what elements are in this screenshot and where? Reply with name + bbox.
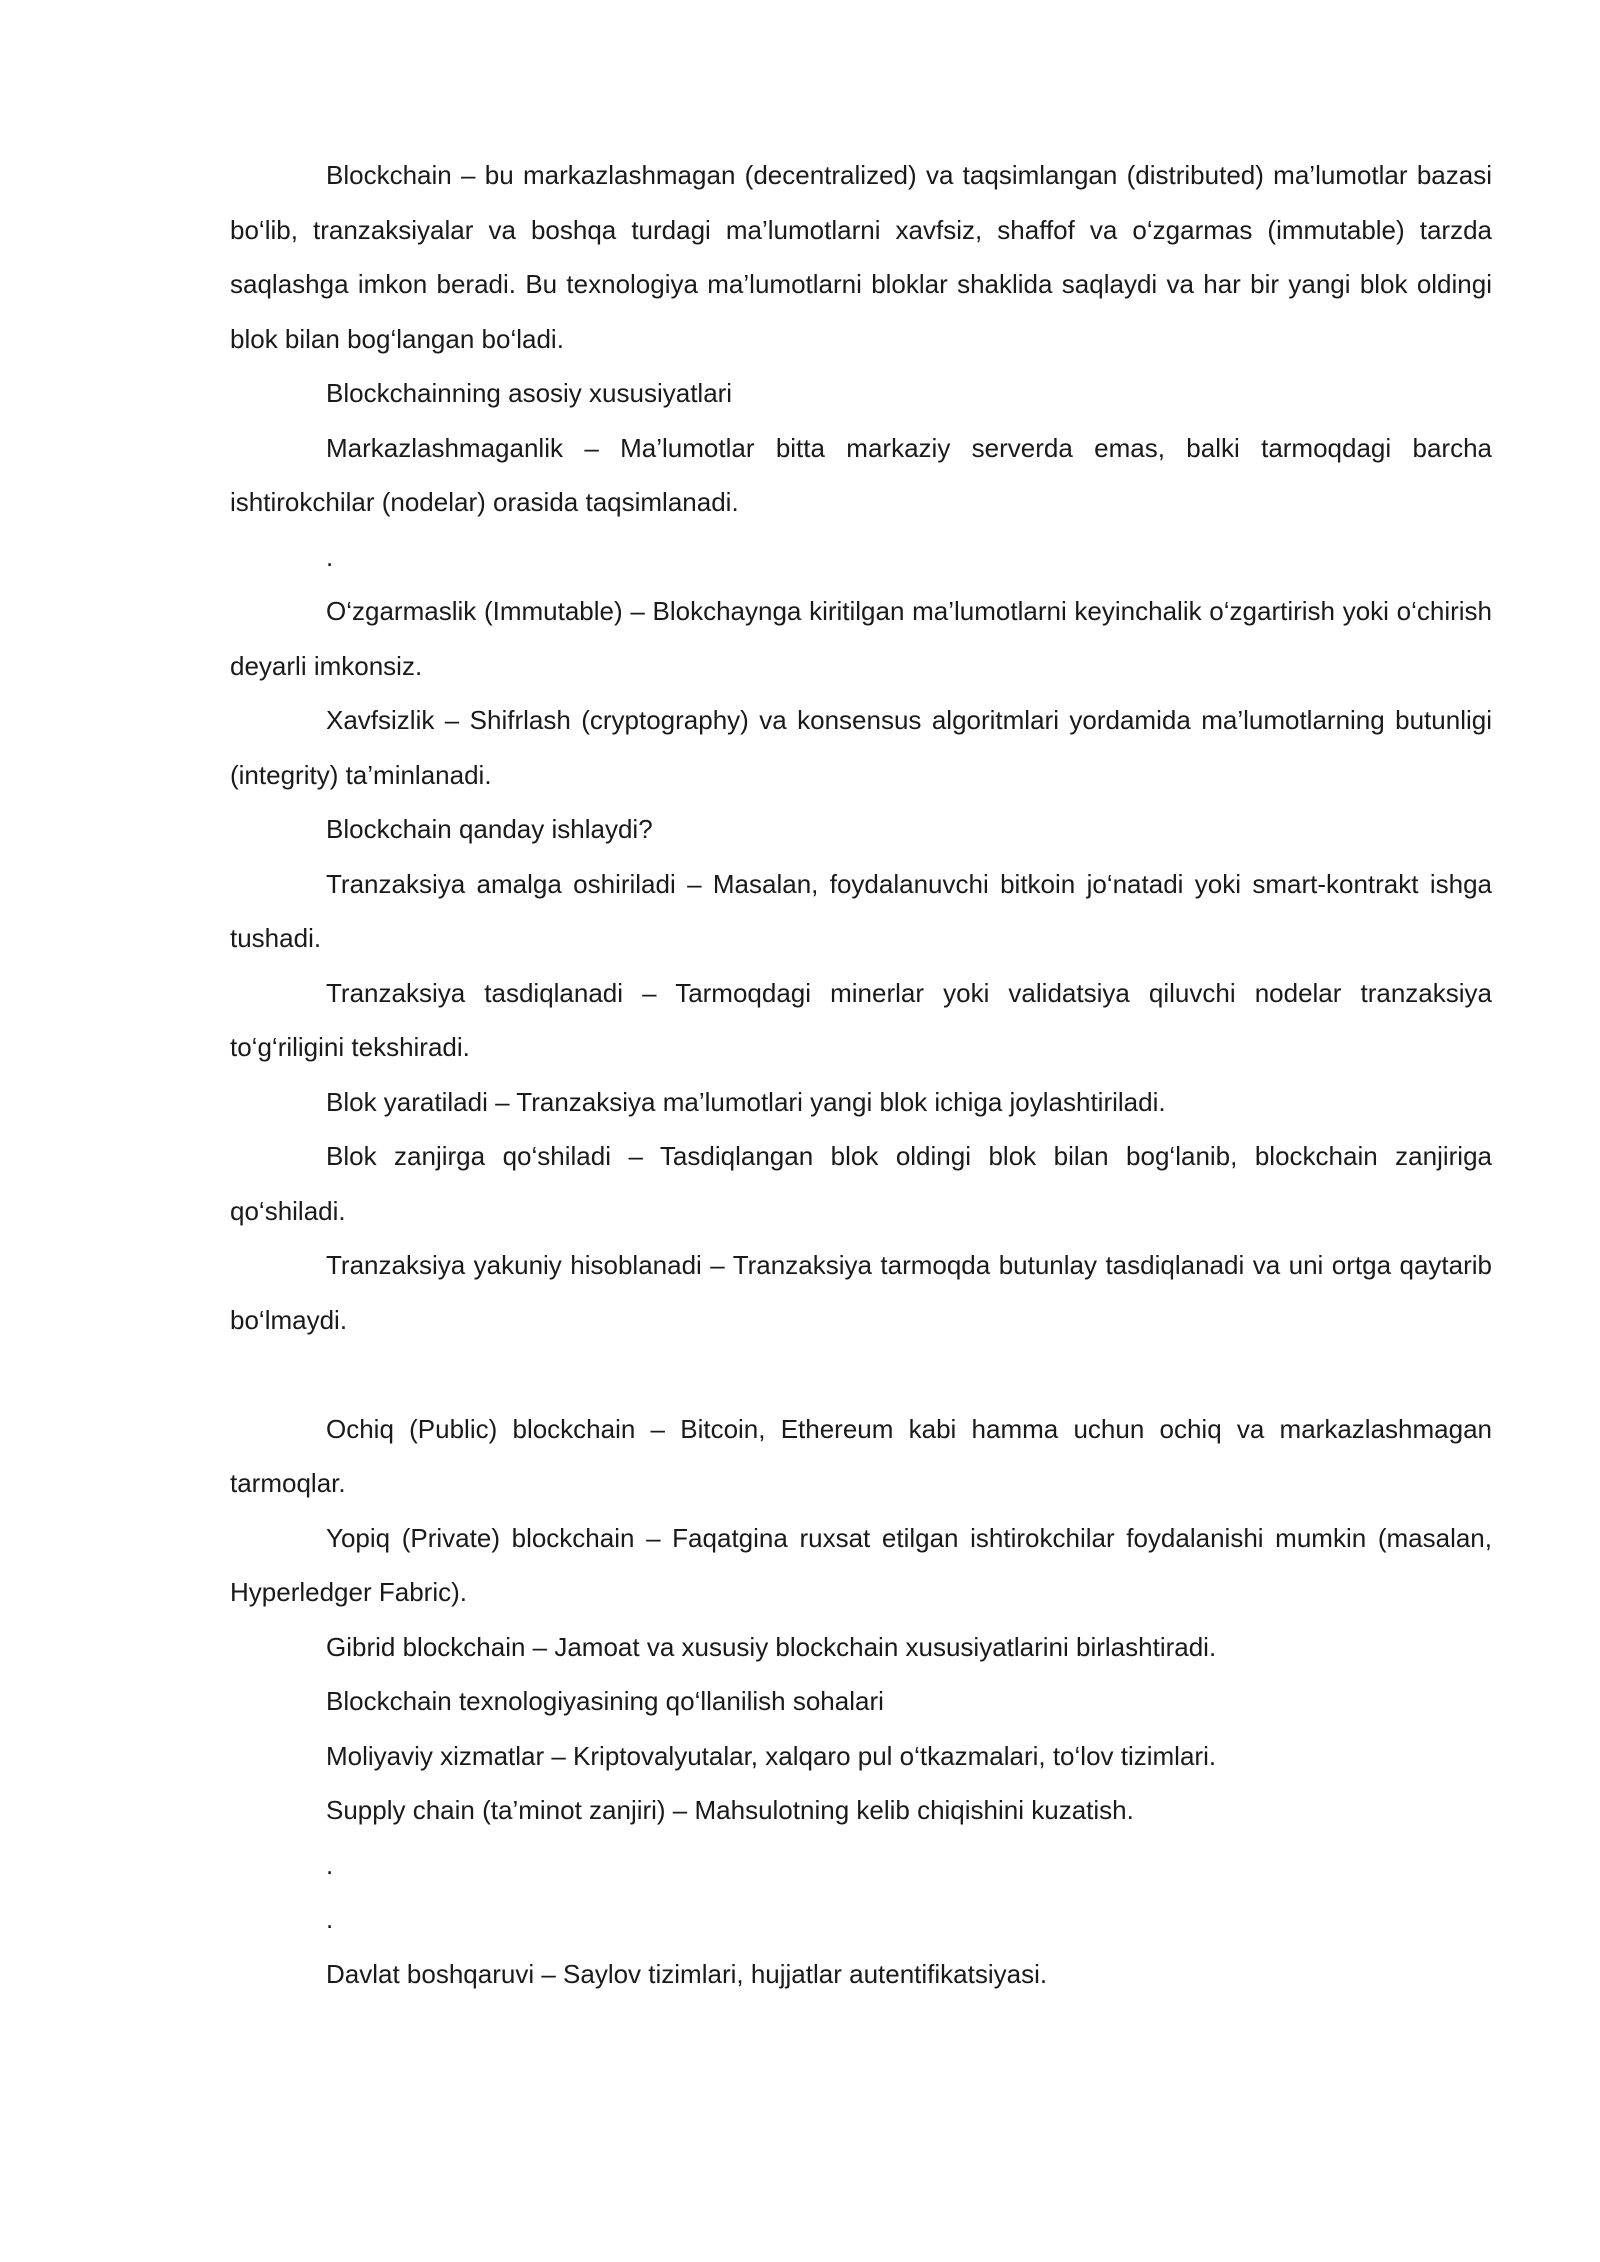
paragraph-how-it-works-heading: Blockchain qanday ishlaydi? [326, 814, 653, 844]
paragraph-block-created: Blok yaratiladi – Tranzaksiya ma’lumotlari yangi blok ichiga joylashtiriladi. [326, 1086, 1166, 1117]
document-body [230, 148, 1492, 2001]
paragraph-government: Davlat boshqaruvi – Saylov tizimlari, hujjatlar autentifikatsiyasi. [326, 1958, 1048, 1989]
paragraph-dot: . [326, 1849, 334, 1880]
paragraph-block-added: Blok zanjirga qo‘shiladi – Tasdiqlangan blok oldingi blok bilan bog‘lanib, blockchain zanjiriga qo‘shiladi. [230, 1141, 1492, 1226]
paragraph-public-blockchain: Ochiq (Public) blockchain – Bitcoin, Ethereum kabi hamma uchun ochiq va markazlashmagan tarmoqlar. [230, 1413, 1492, 1498]
paragraph-main-features-heading: Blockchainning asosiy xususiyatlari [326, 378, 733, 408]
paragraph-supply-chain: Supply chain (ta’minot zanjiri) – Mahsulotning kelib chiqishini kuzatish. [326, 1795, 1134, 1825]
paragraph-security: Xavfsizlik – Shifrlash (cryptography) va konsensus algoritmlari yordamida ma’lumotlarning butunligi (integrity) ta’minlanadi. [230, 705, 1492, 790]
paragraph-blank [230, 1347, 1492, 1402]
paragraph-transaction-verified: Tranzaksiya tasdiqlanadi – Tarmoqdagi minerlar yoki validatsiya qiluvchi nodelar tranzaksiya to‘g‘riligini tekshiradi. [230, 977, 1492, 1062]
paragraph-hybrid-blockchain: Gibrid blockchain – Jamoat va xususiy blockchain xususiyatlarini birlashtiradi. [326, 1631, 1217, 1662]
paragraph-financial-services: Moliyaviy xizmatlar – Kriptovalyutalar, xalqaro pul o‘tkazmalari, to‘lov tizimlari. [326, 1740, 1217, 1771]
paragraph-transaction-final: Tranzaksiya yakuniy hisoblanadi – Tranzaksiya tarmoqda butunlay tasdiqlanadi va uni ortga qaytarib bo‘lmaydi. [230, 1250, 1492, 1335]
paragraph-decentralization: Markazlashmaganlik – Ma’lumotlar bitta markaziy serverda emas, balki tarmoqdagi barcha ishtirokchilar (nodelar) orasida taqsimlanadi. [230, 432, 1492, 517]
paragraph-transaction-executed: Tranzaksiya amalga oshiriladi – Masalan, foydalanuvchi bitkoin jo‘natadi yoki smart-kontrakt ishga tushadi. [230, 868, 1492, 953]
paragraph-dot: . [326, 541, 334, 572]
paragraph-immutability: O‘zgarmaslik (Immutable) – Blokchaynga kiritilgan ma’lumotlarni keyinchalik o‘zgartirish yoki o‘chirish deyarli imkonsiz. [230, 596, 1492, 681]
paragraph-application-areas-heading: Blockchain texnologiyasining qo‘llanilish sohalari [326, 1686, 884, 1716]
paragraph-private-blockchain: Yopiq (Private) blockchain – Faqatgina ruxsat etilgan ishtirokchilar foydalanishi mumkin (masalan, Hyperledger Fabric). [230, 1522, 1492, 1607]
paragraph-blockchain-definition: Blockchain – bu markazlashmagan (decentralized) va taqsimlangan (distributed) ma’lumotlar bazasi bo‘lib, tranzaksiyalar va boshqa turdagi ma’lumotlarni xavfsiz, shaffof va o‘zgarmas (immutable) tarzda saqlashga imkon beradi. Bu texnologiya ma’lumotlarni bloklar shaklida saqlaydi va har bir yangi blok oldingi blok bilan bog‘langan bo‘ladi. [230, 160, 1492, 354]
paragraph-dot: . [326, 1904, 334, 1934]
